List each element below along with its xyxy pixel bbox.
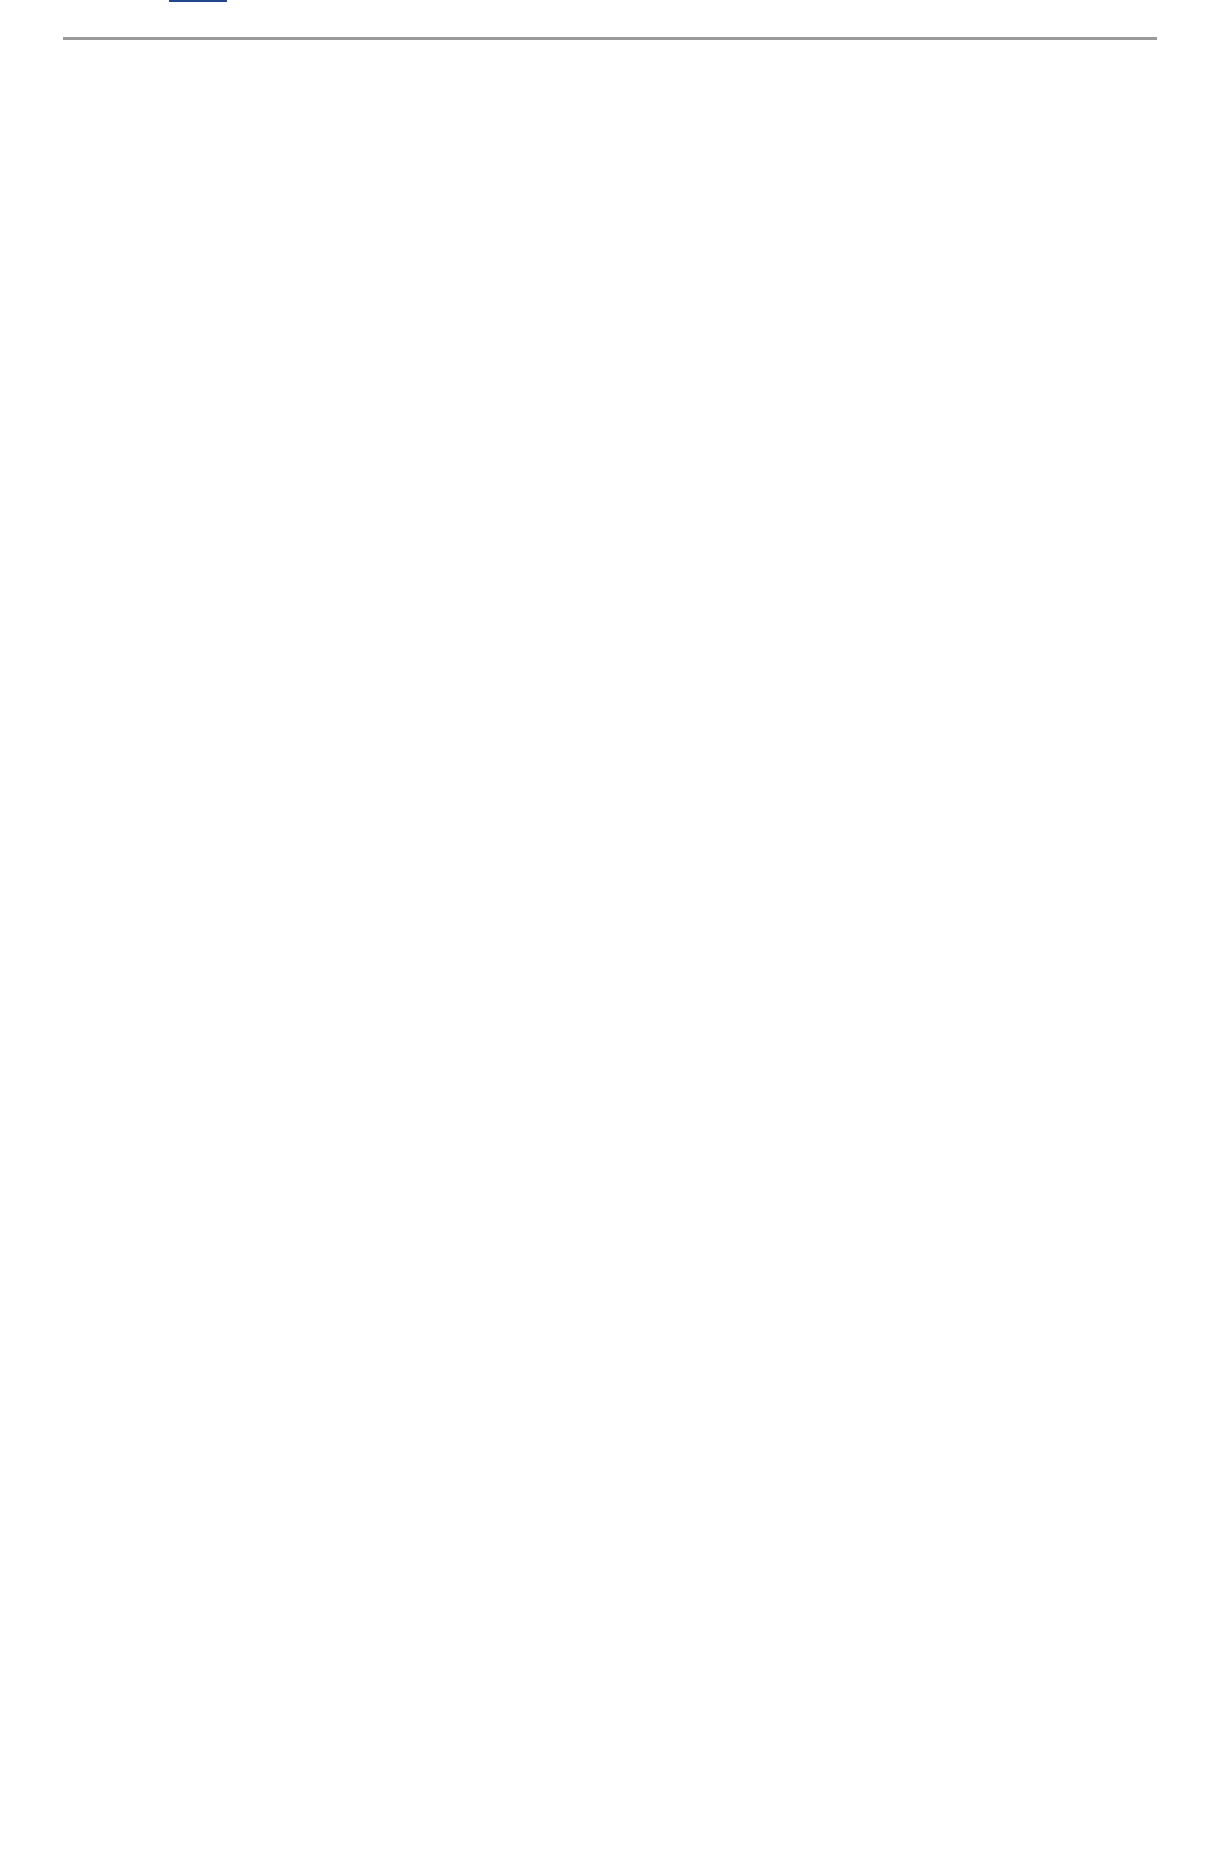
table-row-partial [63, 0, 1157, 40]
flag-icon [169, 0, 227, 2]
